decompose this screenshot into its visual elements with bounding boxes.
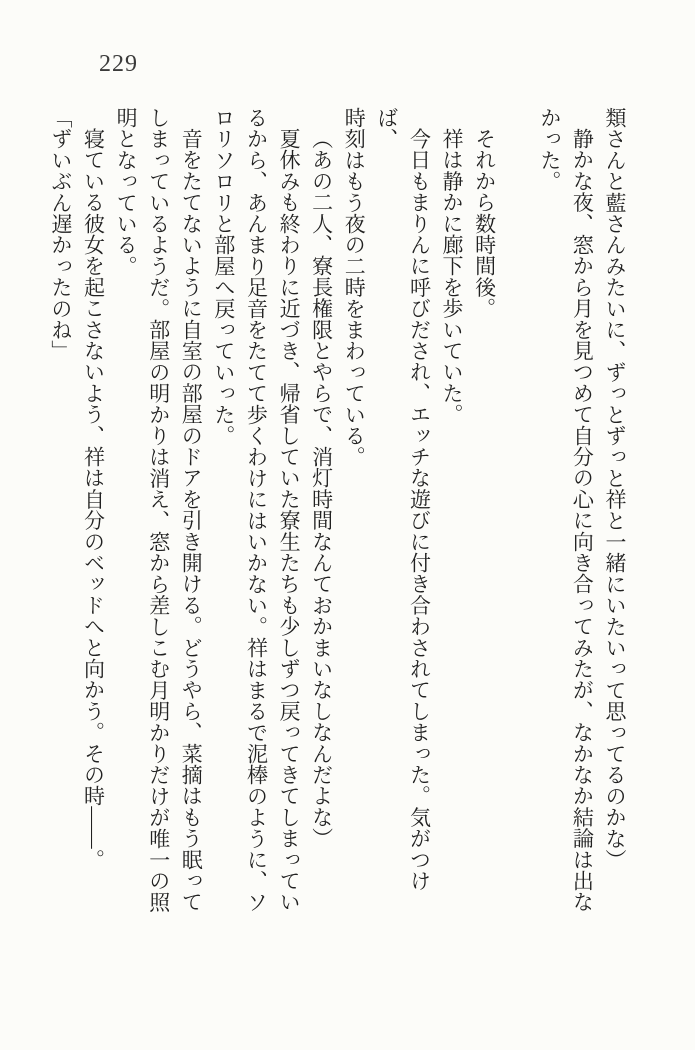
text-line: かった。 (537, 107, 562, 192)
text-line: 「ずいぶん遅かったのね」 (48, 107, 73, 362)
page-number: 229 (99, 51, 138, 77)
blank-line (501, 107, 534, 919)
text-line: 類さんと藍さんみたいに、ずっとずっと祥と一緒にいたいって思ってるのかな） (603, 107, 627, 871)
text-line: 時刻はもう夜の二時をまわっている。 (342, 107, 367, 468)
text-line: 今日もまりんに呼びだされ、エッチな遊びに付き合わされてしまった。気がつけば、 (374, 107, 432, 892)
vertical-text-block (44, 107, 631, 919)
text-line: 音をたてないように自室の部屋のドアを引き開ける。どうやら、菜摘はもう眠って (179, 128, 204, 913)
text-line: しまっているようだ。部屋の明かりは消え、窓から差しこむ月明かりだけが唯一の照 (146, 107, 171, 913)
text-line: （あの二人、寮長権限とやらで、消灯時間なんておかまいなしなんだよな） (309, 128, 334, 849)
text-line: 夏休みも終わりに近づき、帰省していた寮生たちも少しずつ戻ってきてしまってい (277, 128, 302, 913)
text-line: 静かな夜、窓から月を見つめて自分の心に向き合ってみたが、なかなか結論は出な (570, 128, 595, 913)
text-line: るから、あんまり足音をたてて歩くわけにはいかない。祥はまるで泥棒のように、ソ (244, 107, 269, 913)
text-line: それから数時間後。 (472, 128, 497, 319)
text-line: ロリソロリと部屋へ戻っていった。 (211, 107, 236, 447)
text-line: 明となっている。 (114, 107, 139, 277)
text-line: 祥は静かに廊下を歩いていた。 (440, 128, 465, 425)
text-line: 寝ている彼女を起こさないよう、祥は自分のベッドへと向かう。その時――。 (81, 128, 106, 870)
